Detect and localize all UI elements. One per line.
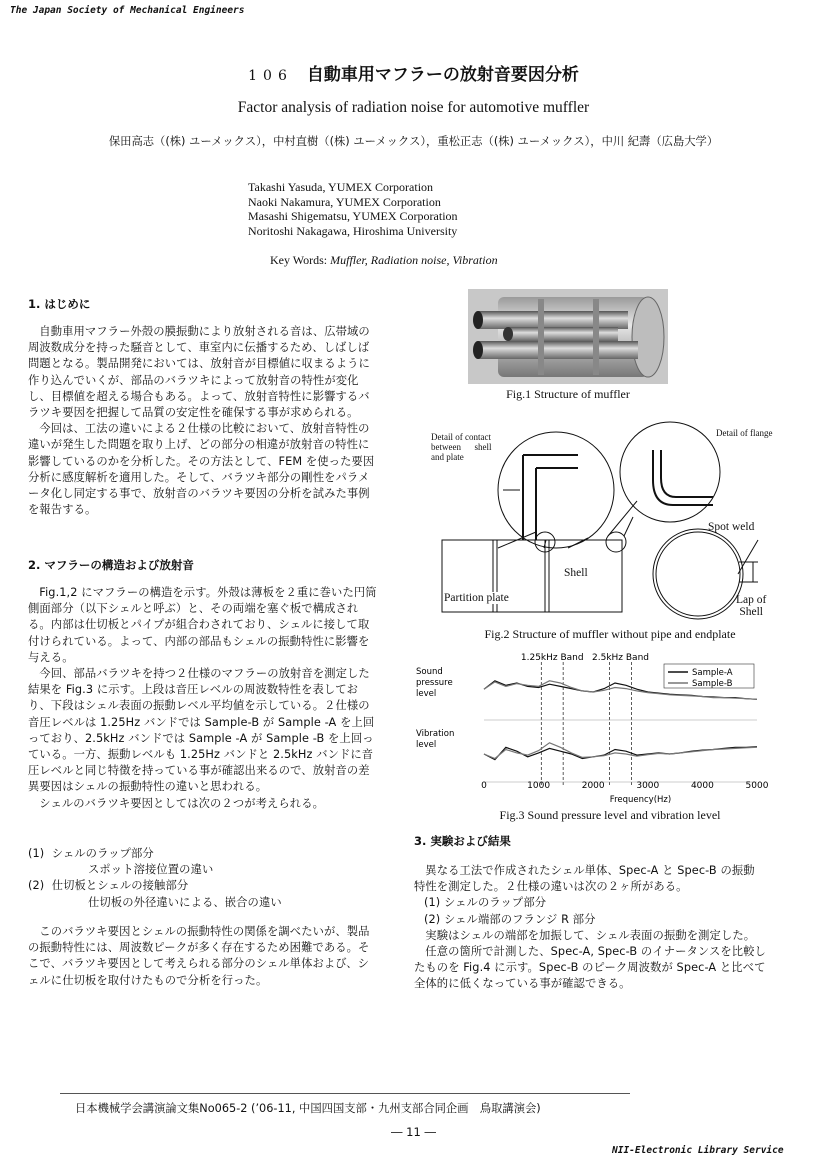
author-line: Noritoshi Nakagawa, Hiroshima University xyxy=(248,223,458,238)
section-2-closing xyxy=(28,924,378,989)
x-tick-label: 2000 xyxy=(581,781,605,791)
label-detail-contact xyxy=(431,432,491,462)
label-detail-flange: Detail of flange xyxy=(716,428,773,438)
section-2-heading: 2. マフラーの構造および放射音 xyxy=(28,558,194,572)
list-subitem: スポット溶接位置の違い xyxy=(88,863,214,877)
authors-ja: 保田高志（(株) ユーメックス），中村直樹（(株) ユーメックス），重松正志（(株) ユーメックス），中川 紀壽（広島大学） xyxy=(108,135,719,148)
fig3-caption: Fig.3 Sound pressure level and vibration level xyxy=(499,808,721,822)
fig1-caption: Fig.1 Structure of muffler xyxy=(506,387,630,401)
section-1-body xyxy=(28,324,378,518)
paragraph: Fig.1,2 にマフラーの構造を示す。外殻は薄板を２重に巻いた円筒側面部分（以下シェルと呼ぶ）と、その両端を塞ぐ板で構成される。内部は仕切板とパイプが組合わされており、シェルに接して取付けられている。よって、内部の部品もシェルの振動特性に影響を与える。 xyxy=(28,586,377,664)
label-line: Detail of contact xyxy=(431,432,491,442)
page-title xyxy=(0,60,827,85)
section-2-body xyxy=(28,585,378,812)
list-num: (1) xyxy=(28,847,45,860)
author-line: Naoki Nakamura, YUMEX Corporation xyxy=(248,194,441,209)
x-axis-label: Frequency(Hz) xyxy=(609,795,672,805)
section-3-heading: 3. 実験および結果 xyxy=(414,834,511,848)
label-word: shell xyxy=(474,442,492,452)
label-shell: Shell xyxy=(564,567,588,579)
list-item: (2) シェル端部のフランジ R 部分 xyxy=(424,912,596,926)
label-spot-weld: Spot weld xyxy=(708,521,755,533)
paragraph: 実験はシェルの端部を加振して、シェル表面の振動を測定した。 xyxy=(425,928,756,942)
footer-proceedings: 日本機械学会講演論文集No065-2 (’06-11, 中国四国支部・九州支部合同企画 鳥取講演会) xyxy=(75,1102,541,1115)
x-tick-label: 3000 xyxy=(636,781,660,791)
label-line: Shell xyxy=(739,606,763,618)
list-item: (1) シェルのラップ部分 xyxy=(424,896,547,910)
panel-axis-label: level xyxy=(416,689,437,699)
paragraph: シェルのバラツキ要因としては次の２つが考えられる。 xyxy=(39,796,324,810)
paper-number: 106 xyxy=(248,68,293,84)
title-ja: 自動車用マフラーの放射音要因分析 xyxy=(306,65,579,85)
keywords xyxy=(270,253,498,268)
band-label: 2.5kHz Band xyxy=(592,653,649,663)
x-tick-label: 4000 xyxy=(690,781,714,791)
x-tick-label: 0 xyxy=(481,781,487,791)
author-line: Masashi Shigematsu, YUMEX Corporation xyxy=(248,209,458,223)
authors-en xyxy=(248,180,458,238)
paragraph: 今回は、工法の違いによる２仕様の比較において、放射音特性の違いが発生した問題を取り上げ、どの部分の相違が放射音の特性に影響しているのかを分析した。その方法として、FEM を使った要因分析に感度解析を適用した。そして、バラツキ部分の剛性をパラメータ化し同定する事で、放射音のバラツキ要因の分析を試みた事例を報告する。 xyxy=(28,422,375,517)
list-text: 仕切板とシェルの接触部分 xyxy=(51,879,189,893)
title-en: Factor analysis of radiation noise for automotive muffler xyxy=(237,99,590,116)
section-3-body xyxy=(414,863,766,993)
paragraph: 任意の箇所で計測した、Spec-A, Spec-B のイナータンスを比較したものを Fig.4 に示す。Spec-B のピーク周波数が Spec-A と比べて全体的に低くなっている事が確認できる。 xyxy=(414,945,766,991)
label-line: and plate xyxy=(431,452,464,462)
panel-axis-label: Vibration xyxy=(416,729,455,739)
label-line: Lap of xyxy=(736,594,767,606)
list-text: シェルのラップ部分 xyxy=(51,847,154,860)
page-number: ― 11 ― xyxy=(391,1125,436,1139)
section-1-heading: 1. はじめに xyxy=(28,297,91,311)
panel-axis-label: Sound xyxy=(416,667,443,677)
label-partition-plate: Partition plate xyxy=(444,592,509,604)
list-item xyxy=(28,846,378,862)
paragraph: 自動車用マフラー外殻の膜振動により放射される音は、広帯域の周波数成分を持った騒音として、車室内に伝播するため、しばしば問題となる。製品開発においては、放射音が目標値に収まるように作り込んでいくが、部品のバラツキによって放射音の特性が変化し、目標値を超える場合もある。よって、放射音特性に影響するバラツキ要因を把握して品質の安定性を確保する事が求められる。 xyxy=(28,325,370,420)
list-num: (2) xyxy=(28,879,45,893)
label-line xyxy=(431,442,491,452)
label-word: between xyxy=(431,442,461,452)
keywords-label: Key Words: xyxy=(270,253,328,267)
paragraph: このバラツキ要因とシェルの振動特性の関係を調べたいが、製品の振動特性には、周波数ピークが多く存在するため困難である。そこで、バラツキ要因として考えられる部分のシェル単体および、シェルに仕切板を取付けたもので分析を行った。 xyxy=(28,925,370,987)
label-lap-of-shell xyxy=(736,594,766,618)
footer-rule xyxy=(60,1093,630,1094)
fig2-caption: Fig.2 Structure of muffler without pipe and endplate xyxy=(484,627,736,641)
paragraph: 異なる工法で作成されたシェル単体、Spec-A と Spec-B の振動特性を測定した。２仕様の違いは次の２ヶ所がある。 xyxy=(414,864,755,894)
keywords-value: Muffler, Radiation noise, Vibration xyxy=(330,253,498,267)
fig2-diagram xyxy=(428,410,808,625)
list-subitem: 仕切板の外径違いによる、嵌合の違い xyxy=(88,895,282,909)
x-tick-label: 1000 xyxy=(527,781,551,791)
author-line: Takashi Yasuda, YUMEX Corporation xyxy=(248,180,434,194)
legend-label: Sample-A xyxy=(692,668,733,678)
legend-label: Sample-B xyxy=(692,679,733,689)
panel-axis-label: pressure xyxy=(416,678,453,688)
chart-svg xyxy=(412,650,812,810)
fig1-muffler-photo xyxy=(468,289,668,384)
paragraph: 今回、部品バラツキを持つ２仕様のマフラーの放射音を測定した結果を Fig.3 に示す。上段は音圧レベルの周波数特性を表しており、下段はシェル表面の振動レベル平均値を示している。２仕様の音圧レベルは 1.25Hz バンドでは Sample-B が Sample -A を上回っており、2.5kHz バンドでは Sample -A が Sample -B を上回っている。一方、振動レベルも 1.25Hz バンドと 2.5kHz バンドに音圧レベルと同じ特徴を持っている事が確認出来るので、放射音の差異要因はシェルの振動特性の違いと思われる。 xyxy=(28,667,375,794)
cause-list xyxy=(28,846,378,911)
panel-axis-label: level xyxy=(416,740,437,750)
band-label: 1.25kHz Band xyxy=(520,653,584,663)
x-tick-label: 5000 xyxy=(745,781,769,791)
fig3-chart xyxy=(412,650,812,810)
society-header: The Japan Society of Mechanical Engineers xyxy=(10,5,245,16)
list-item xyxy=(28,878,378,894)
nii-footer: NII-Electronic Library Service xyxy=(612,1145,784,1156)
